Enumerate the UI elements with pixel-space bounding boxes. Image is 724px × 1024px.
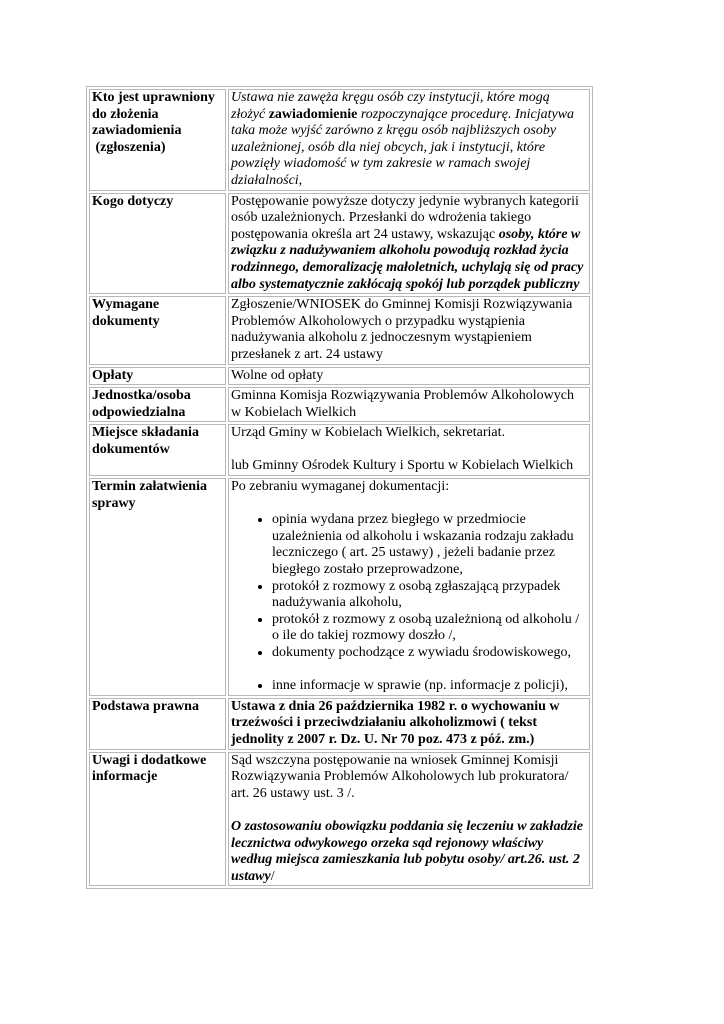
list-item: • protokół z rozmowy z osobą uzależnioną od alkoholu / o ile do takiej rozmowy doszło /, <box>272 612 587 645</box>
document-page <box>86 86 587 889</box>
row-value-jednostka: Gminna Komisja Rozwiązywania Problemów Alkoholowych w Kobielach Wielkich <box>228 387 590 422</box>
table-row <box>89 193 590 295</box>
list-item: • dokumenty pochodzące z wywiadu środowiskowego, <box>272 645 587 662</box>
row-value-podstawa: Ustawa z dnia 26 października 1982 r. o wychowaniu w trzeźwości i przeciwdziałaniu alkoholizmowi ( tekst jednolity z 2007 r. Dz. U. Nr 70 poz. 473 z póź. zm.) <box>228 698 590 750</box>
row-label-miejsce: Miejsce składania dokumentów <box>89 424 226 476</box>
row-label-oplaty: Opłaty <box>89 367 226 386</box>
row-value-termin: Po zebraniu wymaganej dokumentacji: • opinia wydana przez biegłego w przedmiocie uzależnienia od alkoholu i wskazania rodzaju zakładu leczniczego ( art. 25 ustawy) , jeżeli badanie przez biegłego zostało przeprowadzone, • protokół z rozmowy z osobą zgłaszającą przypadek nadużywania alkoholu, • protokół z rozmowy z osobą uzależnioną od alkoholu / o ile do takiej rozmowy doszło /, • dokumenty pochodzące z wywiadu środowiskowego, • inne informacje w sprawie (np. informacje z policji), <box>228 478 590 696</box>
list-item: • opinia wydana przez biegłego w przedmiocie uzależnienia od alkoholu i wskazania rodzaju zakładu leczniczego ( art. 25 ustawy) , jeżeli badanie przez biegłego zostało przeprowadzone, <box>272 512 587 578</box>
table-row <box>89 387 590 422</box>
row-label-uwagi: Uwagi i dodatkowe informacje <box>89 752 226 887</box>
row-label-termin: Termin załatwienia sprawy <box>89 478 226 696</box>
row-value-oplaty: Wolne od opłaty <box>228 367 590 386</box>
table-row <box>89 752 590 887</box>
row-label-jednostka: Jednostka/osoba odpowiedzialna <box>89 387 226 422</box>
table-row <box>89 478 590 696</box>
table-row <box>89 296 590 364</box>
row-value-kogo-dotyczy: Postępowanie powyższe dotyczy jedynie wybranych kategorii osób uzależnionych. Przesłanki do wdrożenia takiego postępowania określa art 24 ustawy, wskazując osoby, które w związku z nadużywaniem alkoholu powodują rozkład życia rodzinnego, demoralizację małoletnich, uchylają się od pracy albo systematycznie zakłócają spokój lub porządek publiczny <box>228 193 590 295</box>
row-value-miejsce: Urząd Gminy w Kobielach Wielkich, sekretariat. lub Gminny Ośrodek Kultury i Sportu w Kobielach Wielkich <box>228 424 590 476</box>
table-row <box>89 89 590 191</box>
row-label-uprawniony: Kto jest uprawniony do złożenia zawiadomienia (zgłoszenia) <box>89 89 226 191</box>
row-label-kogo-dotyczy: Kogo dotyczy <box>89 193 226 295</box>
list-item: • inne informacje w sprawie (np. informacje z policji), <box>272 678 587 695</box>
row-label-wymagane-dokumenty: Wymagane dokumenty <box>89 296 226 364</box>
table-row <box>89 424 590 476</box>
table-row <box>89 367 590 386</box>
row-value-uwagi: Sąd wszczyna postępowanie na wniosek Gminnej Komisji Rozwiązywania Problemów Alkoholowych lub prokuratora/ art. 26 ustawy ust. 3 /. O zastosowaniu obowiązku poddania się leczeniu w zakładzie lecznictwa odwykowego orzeka sąd rejonowy właściwy według miejsca zamieszkania lub pobytu osoby/ art.26. ust. 2 ustawy/ <box>228 752 590 887</box>
list-item: • protokół z rozmowy z osobą zgłaszającą przypadek nadużywania alkoholu, <box>272 579 587 612</box>
row-value-uprawniony: Ustawa nie zawęża kręgu osób czy instytucji, które mogą złożyć zawiadomienie rozpoczynające procedurę. Inicjatywa taka może wyjść zarówno z kręgu osób najbliższych osoby uzależnionej, osób dla niej obcych, jak i instytucji, które powzięły wiadomość w tym zakresie w ramach swojej działalności, <box>228 89 590 191</box>
document-list <box>231 512 587 661</box>
procedure-info-table <box>86 86 593 889</box>
table-row <box>89 698 590 750</box>
row-value-wymagane-dokumenty: Zgłoszenie/WNIOSEK do Gminnej Komisji Rozwiązywania Problemów Alkoholowych o przypadku wystąpienia nadużywania alkoholu z jednoczesnym wystąpieniem przesłanek z art. 24 ustawy <box>228 296 590 364</box>
row-label-podstawa: Podstawa prawna <box>89 698 226 750</box>
